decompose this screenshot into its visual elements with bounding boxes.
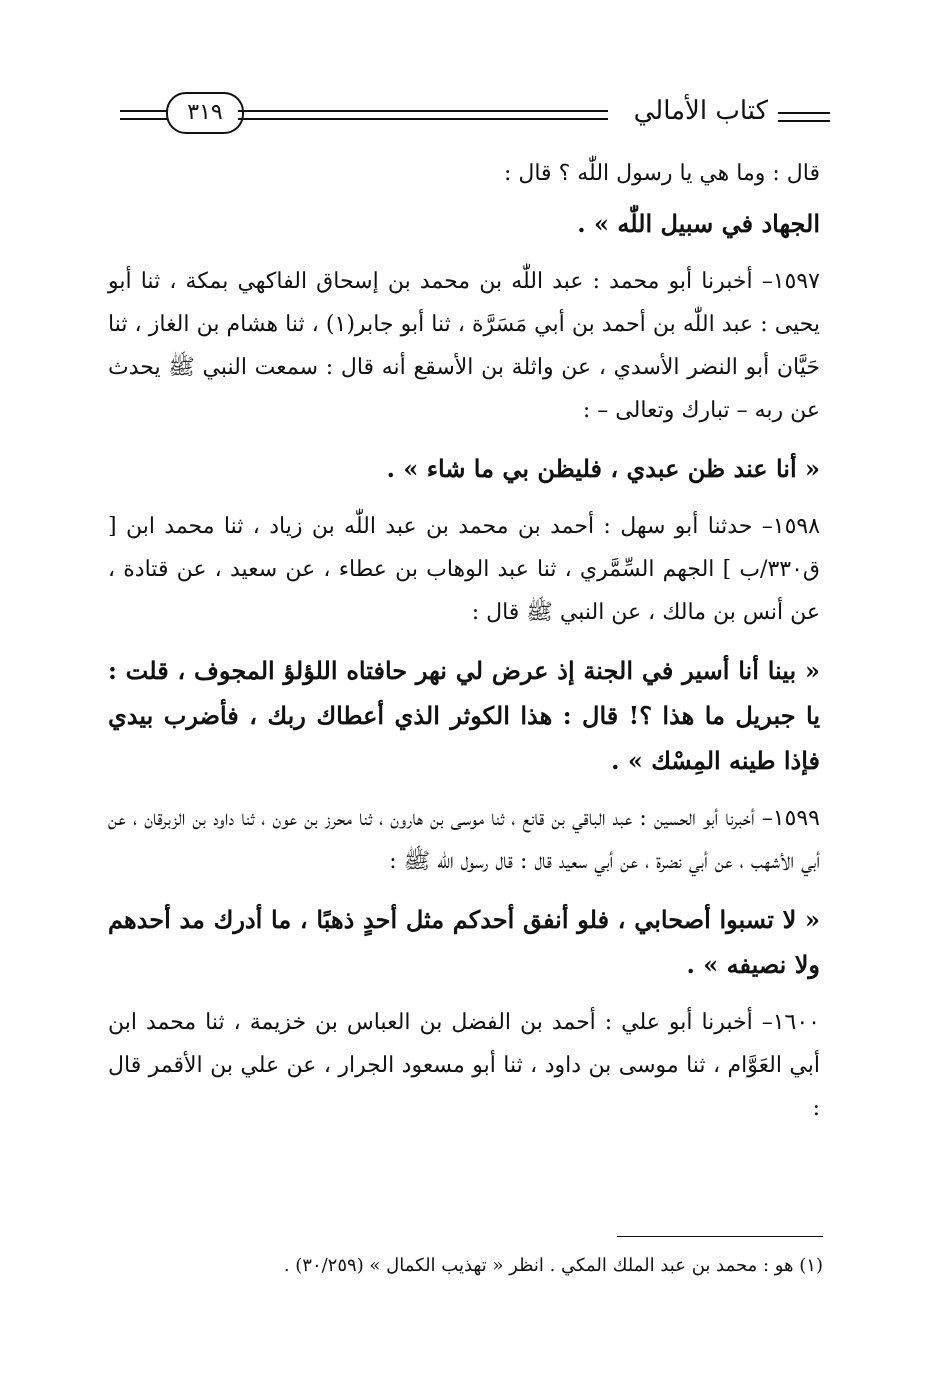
footnote: (١) هو : محمد بن عبد الملك المكي . انظر « تهذيب الكمال » (٣٠/٢٥٩) .: [283, 1255, 823, 1276]
hadith-isnad-1599: ١٥٩٩– أخبرنا أبو الحسين : عبد الباقي بن قانع ، ثنا موسى بن هارون ، ثنا محرز بن عون ، ثنا داود بن الزبرقان ، عن أبي الأشهب ، عن أبي نضرة ، عن أبي سعيد قال : قال رسول اللّٰه ﷺ :: [108, 806, 820, 874]
hadith-quote: الجهاد في سبيل اللّٰه » .: [577, 209, 820, 238]
hadith-quote: « بينا أنا أسير في الجنة إذ عرض لي نهر حافتاه اللؤلؤ المجوف ، قلت : يا جبريل ما هذا ؟! قال : هذا الكوثر الذي أعطاك ربك ، فأضرب بيدي فإذا طينه المِسْك » .: [108, 656, 820, 775]
header-rule-left: [238, 110, 608, 120]
hadith-isnad-1598: ١٥٩٨– حدثنا أبو سهل : أحمد بن محمد بن عبد اللّٰه بن زياد ، ثنا محمد ابن [ ق٣٣٠/ب ] الجهم السِّمَّري ، ثنا عبد الوهاب بن عطاء ، عن سعيد ، عن قتادة ، عن أنس بن مالك ، عن النبي ﷺ قال :: [108, 514, 821, 625]
book-title: كتاب الأمالي: [633, 96, 768, 126]
hadith-isnad-1597: ١٥٩٧– أخبرنا أبو محمد : عبد اللّٰه بن محمد بن إسحاق الفاكهي بمكة ، ثنا أبو يحيى : عبد اللّٰه بن أحمد بن أبي مَسَرَّة ، ثنا أبو جابر(١) ، ثنا هشام بن الغاز ، ثنا حَيَّان أبو النضر الأسدي ، عن واثلة بن الأسقع أنه قال : سمعت النبي ﷺ يحدث عن ربه – تبارك وتعالى – :: [108, 269, 820, 423]
paragraph-text: قال : وما هي يا رسول اللّٰه ؟ قال :: [503, 161, 820, 186]
page-header: [120, 88, 830, 138]
page-number: ٣١٩: [166, 92, 244, 134]
page-body: [108, 152, 820, 1144]
hadith-isnad-1600: ١٦٠٠– أخبرنا أبو علي : أحمد بن الفضل بن العباس بن خزيمة ، ثنا محمد ابن أبي العَوَّام ، ثنا موسى بن داود ، ثنا أبو مسعود الجرار ، عن علي بن الأقمر قال :: [108, 1010, 820, 1121]
header-rule-right: [778, 112, 830, 122]
hadith-quote: « لا تسبوا أصحابي ، فلو أنفق أحدكم مثل أحدٍ ذهبًا ، ما أدرك مد أحدهم ولا نصيفه » .: [108, 905, 820, 979]
header-rule-far: [120, 110, 168, 120]
hadith-quote: « أنا عند ظن عبدي ، فليظن بي ما شاء » .: [386, 454, 820, 483]
footnote-divider: [617, 1236, 823, 1237]
